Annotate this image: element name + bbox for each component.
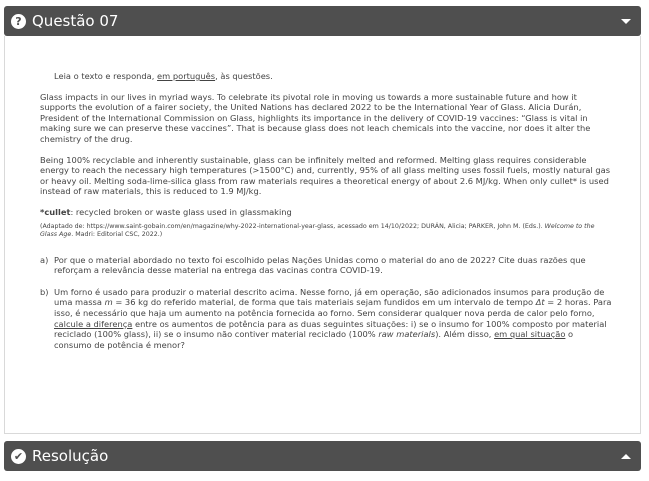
qb-emphasis-2: em qual situação [494,329,566,340]
source-pre: (Adaptado de: https://www.saint-gobain.com/en/magazine/why-2022-international-year-glass, acessado em 14/10/2022; DURÁN, Alicia; PARKER, John M. (Eds.). [40,222,545,230]
question-panel-header[interactable] [4,6,641,36]
qb-t6: o consumo de potência é menor? [54,329,574,350]
chevron-down-icon[interactable] [621,19,631,24]
source-post: . Madri: Editorial CSC, 2022.) [71,230,163,238]
qb-t4: entre os aumentos de potência para as duas seguintes situações: i) se o insumo for 100% composto por material reciclado (100% glass), ii) se o insumo não contiver material reciclado (100% [54,318,607,340]
footnote-term: *cullet [40,206,71,217]
intro-text [40,71,613,82]
qb-t2: = 36 kg do referido material, de forma que tais materiais sejam fundidos em um intervalo de tempo [112,297,536,308]
qb-t3: = 2 horas. Para isso, é necessário que haja um aumento na potência fornecida ao forno. Sem considerar qualquer nova perda de calor pelo forno, [54,297,612,318]
question-title: Questão 07 [32,12,119,30]
check-circle-icon: ✔ [11,449,26,464]
intro-post: , às questões. [215,71,273,81]
resolution-title: Resolução [32,447,109,465]
intro-pre: Leia o texto e responda, [54,71,158,81]
qb-t5: ). Além disso, [435,329,495,340]
question-a-label: a) [40,254,49,265]
source-citation [40,223,613,239]
question-a [40,255,613,276]
resolution-panel-header[interactable] [4,441,641,471]
qb-raw-materials: raw materials [378,329,436,340]
question-b [40,287,613,351]
question-b-text [54,287,613,351]
qb-emphasis-1: calcule a diferença [54,318,133,329]
question-a-text: Por que o material abordado no texto foi escolhido pelas Nações Unidas como o material do ano de 2022? Cite duas razões que reforçam a relevância desse material na entrega das vacinas contra COVID-19. [54,254,586,276]
chevron-up-icon[interactable] [621,454,631,459]
question-b-label: b) [40,286,49,297]
qb-dt-var: Δt [535,297,545,308]
footnote-definition: : recycled broken or waste glass used in glassmaking [70,206,292,217]
footnote [40,207,613,218]
qb-t1: Um forno é usado para produzir o material descrito acima. Nesse forno, já em operação, são adicionados insumos para produção de uma massa [54,286,605,308]
paragraph-1: Glass impacts in our lives in myriad ways. To celebrate its pivotal role in moving us towards a more sustainable future and how it supports the evolution of a fairer society, the United Nations has declared 2022 to be the International Year of Glass. Alicia Durán, President of the International Commission on Glass, highlights its importance in the delivery of COVID-19 vaccines: “Glass is vital in making sure we can preserve these vaccines”. That is because glass does not leach chemicals into the vaccine, nor does it alter the chemistry of the drug. [40,91,591,144]
source-italic: Welcome to the Glass Age [40,222,595,238]
paragraph-2: Being 100% recyclable and inherently sustainable, glass can be infinitely melted and reformed. Melting glass requires considerable energy to reach the necessary high temperatures (>1500°C) and, currently, 95% of all glass melting uses fossil fuels, mostly natural gas or heavy oil. Melting soda-lime-silica glass from raw materials requires a theoretical energy of about 2.6 MJ/kg. When only cullet* is used instead of raw materials, this is reduced to 1.9 MJ/kg. [40,154,611,197]
intro-emphasis: em português [157,71,216,81]
question-circle-icon: ? [11,14,26,29]
qb-mass-var: m [104,297,113,308]
question-content [40,71,613,361]
